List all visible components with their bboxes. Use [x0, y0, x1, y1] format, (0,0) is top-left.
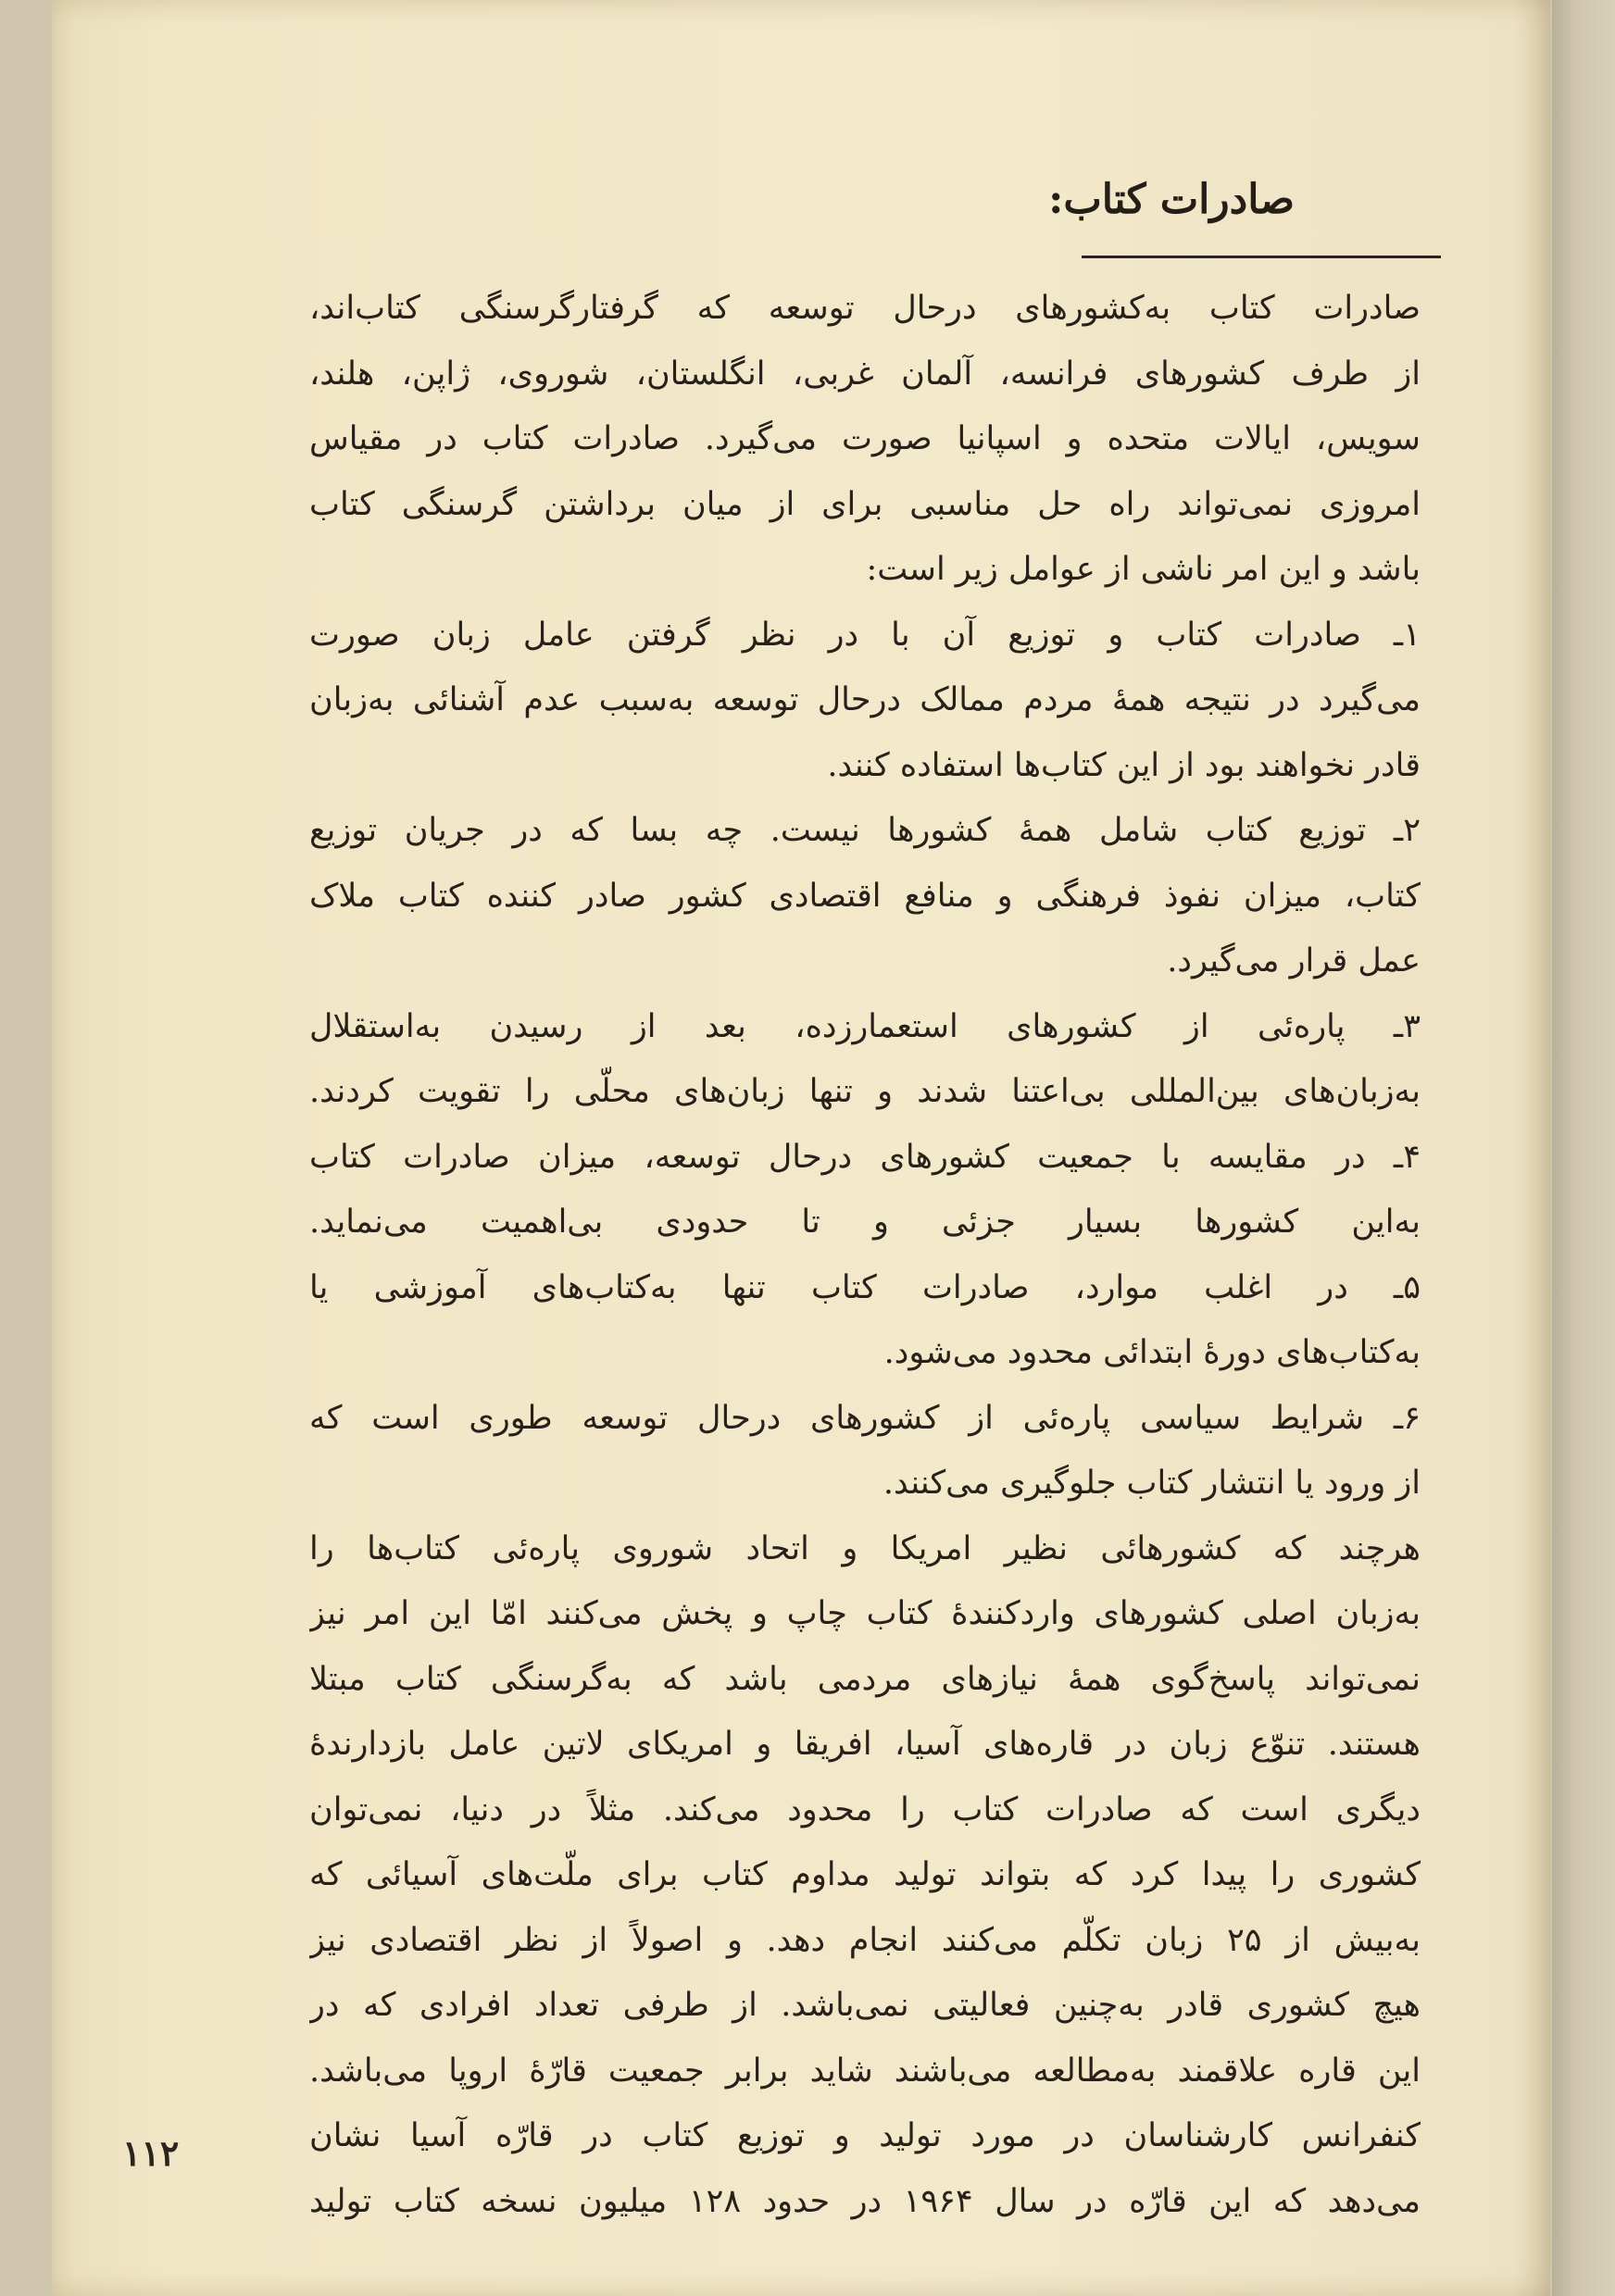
- page-edge-shadow: [1513, 0, 1550, 2296]
- text-line: نمی‌تواند پاسخ‌گوی همهٔ نیازهای مردمی باشد که به‌گرسنگی کتاب مبتلا: [309, 1660, 1421, 1698]
- text-line: هستند. تنوّع زبان در قاره‌های آسیا، افریقا و امریکای لاتین عامل بازدارندهٔ: [309, 1726, 1421, 1763]
- text-line: به‌کتاب‌های دورهٔ ابتدائی محدود می‌شود.: [883, 1334, 1421, 1371]
- text-line: کشوری را پیدا کرد که بتواند تولید مداوم کتاب برای ملّت‌های آسیائی که: [309, 1856, 1421, 1893]
- text-line: هرچند که کشورهائی نظیر امریکا و اتحاد شوروی پاره‌ئی کتاب‌ها را: [309, 1529, 1421, 1567]
- text-line: کنفرانس کارشناسان در مورد تولید و توزیع کتاب در قارّه آسیا نشان: [309, 2117, 1421, 2154]
- body-text: [309, 276, 1421, 2234]
- text-line: می‌گیرد در نتیجه همهٔ مردم ممالک درحال توسعه به‌سبب عدم آشنائی به‌زبان: [309, 681, 1421, 718]
- text-line: به‌این کشورها بسیار جزئی و تا حدودی بی‌اهمیت می‌نماید.: [309, 1204, 1421, 1241]
- title-underline: [1082, 256, 1441, 258]
- text-line: صادرات کتاب به‌کشورهای درحال توسعه که گرفتارگرسنگی کتاب‌اند،: [309, 290, 1421, 327]
- book-page: [52, 0, 1550, 2296]
- text-line: از طرف کشورهای فرانسه، آلمان غربی، انگلستان، شوروی، ژاپن، هلند،: [309, 355, 1421, 393]
- text-line: به‌زبان اصلی کشورهای واردکنندهٔ کتاب چاپ و پخش می‌کنند امّا این امر نیز: [309, 1595, 1421, 1632]
- section-title: صادرات کتاب:: [1048, 176, 1295, 223]
- text-line: ۵ـ در اغلب موارد، صادرات کتاب تنها به‌کتاب‌های آموزشی یا: [309, 1268, 1421, 1306]
- text-line: سویس، ایالات متحده و اسپانیا صورت می‌گیرد. صادرات کتاب در مقیاس: [309, 420, 1421, 457]
- text-line: از ورود یا انتشار کتاب جلوگیری می‌کنند.: [883, 1465, 1421, 1502]
- text-line: به‌زبان‌های بین‌المللی بی‌اعتنا شدند و تنها زبان‌های محلّی را تقویت کردند.: [309, 1073, 1421, 1110]
- text-line: کتاب، میزان نفوذ فرهنگی و منافع اقتصادی کشور صادر کننده کتاب ملاک: [309, 877, 1421, 915]
- text-line: این قاره علاقمند به‌مطالعه می‌باشند شاید برابر جمعیت قارّهٔ اروپا می‌باشد.: [309, 2052, 1421, 2090]
- text-line: هیچ کشوری قادر به‌چنین فعالیتی نمی‌باشد. از طرفی تعداد افرادی که در: [309, 1987, 1421, 2024]
- text-line: قادر نخواهند بود از این کتاب‌ها استفاده کنند.: [827, 746, 1421, 784]
- text-line: ۳ـ پاره‌ئی از کشورهای استعمارزده، بعد از رسیدن به‌استقلال: [309, 1007, 1421, 1045]
- text-line: ۴ـ در مقایسه با جمعیت کشورهای درحال توسعه، میزان صادرات کتاب: [309, 1138, 1421, 1176]
- page-number: ۱۱۲: [122, 2132, 180, 2174]
- text-line: دیگری است که صادرات کتاب را محدود می‌کند. مثلاً در دنیا، نمی‌توان: [309, 1791, 1421, 1828]
- text-line: ۱ـ صادرات کتاب و توزیع آن با در نظر گرفتن عامل زبان صورت: [309, 616, 1421, 654]
- text-line: ۲ـ توزیع کتاب شامل همهٔ کشورها نیست. چه بسا که در جریان توزیع: [309, 812, 1421, 849]
- background-strip: [1552, 0, 1615, 2296]
- text-line: می‌دهد که این قارّه در سال ۱۹۶۴ در حدود ۱۲۸ میلیون نسخه کتاب تولید: [309, 2182, 1421, 2220]
- text-line: عمل قرار می‌گیرد.: [1167, 942, 1421, 980]
- text-line: امروزی نمی‌تواند راه حل مناسبی برای از میان برداشتن گرسنگی کتاب: [309, 485, 1421, 523]
- text-line: به‌بیش از ۲۵ زبان تکلّم می‌کنند انجام دهد. و اصولاً از نظر اقتصادی نیز: [309, 1921, 1421, 1959]
- text-line: ۶ـ شرایط سیاسی پاره‌ئی از کشورهای درحال توسعه طوری است که: [309, 1399, 1421, 1437]
- text-line: باشد و این امر ناشی از عوامل زیر است:: [866, 551, 1421, 588]
